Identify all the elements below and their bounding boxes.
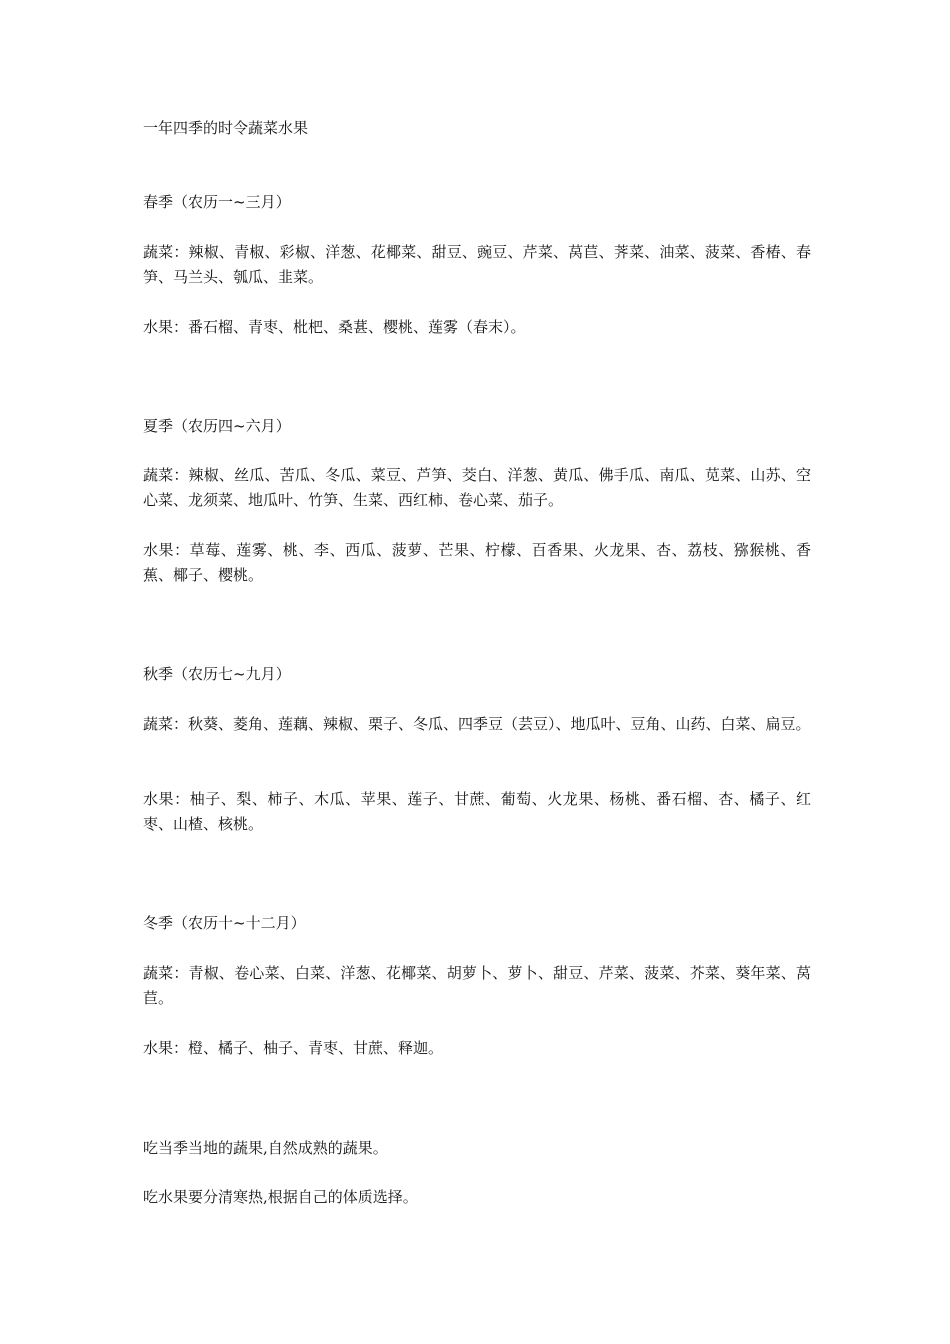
spring-vegetables: 蔬菜：辣椒、青椒、彩椒、洋葱、花椰菜、甜豆、豌豆、芹菜、莴苣、荠菜、油菜、菠菜、香椿、春笋、马兰头、瓠瓜、韭菜。 — [143, 243, 811, 286]
note-local-produce: 吃当季当地的蔬果,自然成熟的蔬果。 — [143, 1139, 388, 1157]
autumn-heading: 秋季（农历七~九月） — [143, 665, 291, 683]
autumn-vegetables: 蔬菜：秋葵、菱角、莲藕、辣椒、栗子、冬瓜、四季豆（芸豆）、地瓜叶、豆角、山药、白菜、扁豆。 — [143, 715, 811, 733]
summer-vegetables: 蔬菜：辣椒、丝瓜、苦瓜、冬瓜、菜豆、芦笋、茭白、洋葱、黄瓜、佛手瓜、南瓜、苋菜、山苏、空心菜、龙须菜、地瓜叶、竹笋、生菜、西红柿、卷心菜、茄子。 — [143, 466, 811, 509]
winter-vegetables: 蔬菜：青椒、卷心菜、白菜、洋葱、花椰菜、胡萝卜、萝卜、甜豆、芹菜、菠菜、芥菜、葵年菜、莴苣。 — [143, 964, 811, 1007]
spring-fruits: 水果：番石榴、青枣、枇杷、桑葚、樱桃、莲雾（春末）。 — [143, 318, 526, 336]
winter-fruits: 水果：橙、橘子、柚子、青枣、甘蔗、释迦。 — [143, 1039, 444, 1057]
spring-heading: 春季（农历一~三月） — [143, 193, 291, 211]
winter-heading: 冬季（农历十~十二月） — [143, 914, 306, 932]
document-title: 一年四季的时令蔬菜水果 — [143, 119, 309, 137]
summer-fruits: 水果：草莓、莲雾、桃、李、西瓜、菠萝、芒果、柠檬、百香果、火龙果、杏、荔枝、猕猴桃、香蕉、椰子、樱桃。 — [143, 541, 811, 584]
note-fruit-nature: 吃水果要分清寒热,根据自己的体质选择。 — [143, 1188, 418, 1206]
summer-heading: 夏季（农历四~六月） — [143, 417, 291, 435]
autumn-fruits: 水果：柚子、梨、柿子、木瓜、苹果、莲子、甘蔗、葡萄、火龙果、杨桃、番石榴、杏、橘子、红枣、山楂、核桃。 — [143, 790, 811, 833]
